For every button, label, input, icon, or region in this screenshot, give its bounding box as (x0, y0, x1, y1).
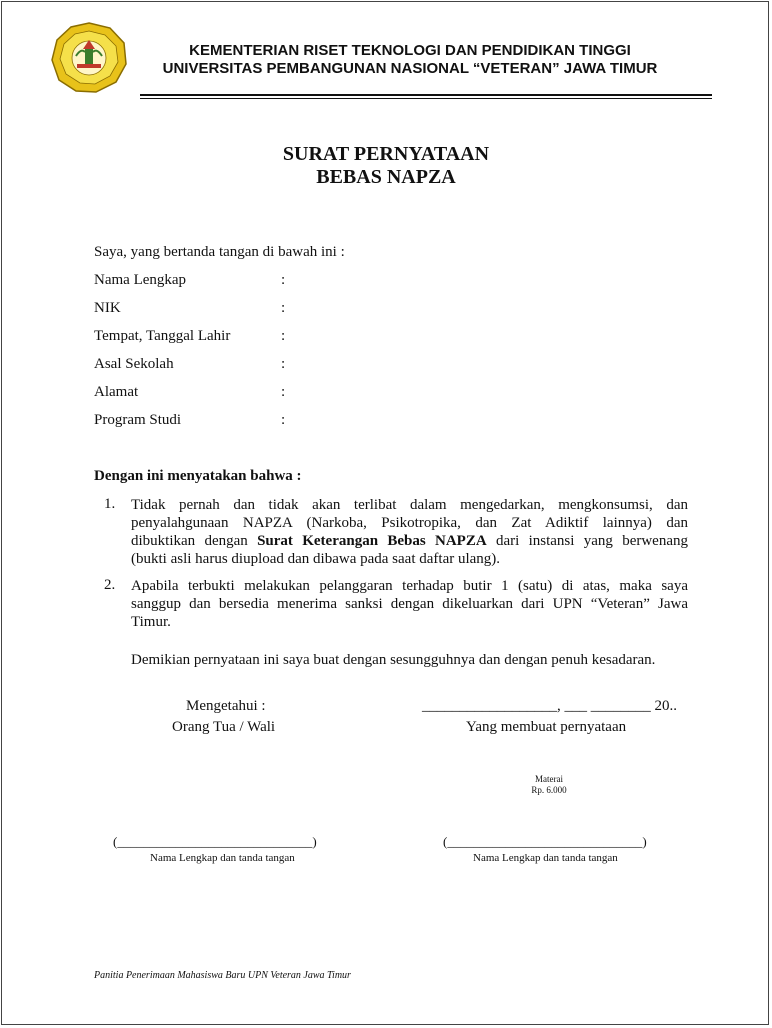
parent-role: Orang Tua / Wali (172, 719, 276, 735)
item-1-line-1: Tidak pernah dan tidak akan terlibat dalam mengedarkan, mengkonsumsi, dan (131, 497, 688, 513)
header-rule-thick (140, 94, 712, 96)
item-2-line-2: sanggup dan bersedia menerima sanksi dengan dikeluarkan dari UPN “Veteran” Jawa (131, 596, 688, 612)
place-date-blank: __________________, ___ ________ 20.. (422, 698, 677, 714)
field-separator: : (281, 300, 286, 316)
stamp-label: Materai (535, 774, 563, 784)
footer-note: Panitia Penerimaan Mahasiswa Baru UPN Veteran Jawa Timur (94, 970, 351, 981)
parent-signature-caption: Nama Lengkap dan tanda tangan (150, 852, 295, 864)
field-label-birth: Tempat, Tanggal Lahir (94, 328, 231, 344)
acknowledged-heading: Mengetahui : (186, 698, 266, 714)
declarant-signature-blank: (______________________________) (443, 834, 647, 849)
intro-text: Saya, yang bertanda tangan di bawah ini : (94, 244, 345, 260)
field-separator: : (281, 272, 286, 288)
declarant-role: Yang membuat pernyataan (466, 719, 627, 735)
item-1-line-2: penyalahgunaan NAPZA (Narkoba, Psikotropika, dan Zat Adiktif lainnya) dan (131, 515, 688, 531)
item-1-line-3-text: dibuktikan dengan (131, 533, 258, 549)
item-1-line-3-end: dari instansi yang berwenang (486, 533, 688, 549)
item-number: 2. (104, 577, 116, 593)
parent-signature-blank: (______________________________) (113, 834, 317, 849)
field-separator: : (281, 384, 286, 400)
closing-statement: Demikian pernyataan ini saya buat dengan sesungguhnya dan dengan penuh kesadaran. (131, 652, 656, 668)
declarant-signature-caption: Nama Lengkap dan tanda tangan (473, 852, 618, 864)
field-label-address: Alamat (94, 384, 139, 400)
ministry-name: KEMENTERIAN RISET TEKNOLOGI DAN PENDIDIKAN TINGGI (189, 42, 631, 59)
header-rule-thin (140, 98, 712, 99)
field-label-school: Asal Sekolah (94, 356, 174, 372)
item-2-line-3: Timur. (131, 614, 171, 630)
item-1-line-4: (bukti asli harus diupload dan dibawa pada saat daftar ulang). (131, 551, 501, 567)
item-number: 1. (104, 496, 116, 512)
field-label-program: Program Studi (94, 412, 182, 428)
item-1-line-3 (131, 532, 688, 551)
item-2-line-1: Apabila terbukti melakukan pelanggaran terhadap butir 1 (satu) di atas, maka saya (131, 578, 688, 594)
field-separator: : (281, 412, 286, 428)
stamp-value: Rp. 6.000 (531, 785, 567, 795)
field-label-name: Nama Lengkap (94, 272, 187, 288)
document-title: SURAT PERNYATAAN (282, 143, 490, 165)
field-separator: : (281, 356, 286, 372)
field-separator: : (281, 328, 286, 344)
certificate-name: Surat Keterangan Bebas NAPZA (257, 533, 487, 549)
document-subtitle: BEBAS NAPZA (316, 166, 456, 188)
declaration-heading: Dengan ini menyatakan bahwa : (94, 468, 302, 484)
field-label-nik: NIK (94, 300, 121, 316)
university-name: UNIVERSITAS PEMBANGUNAN NASIONAL “VETERAN” JAWA TIMUR (162, 60, 658, 77)
